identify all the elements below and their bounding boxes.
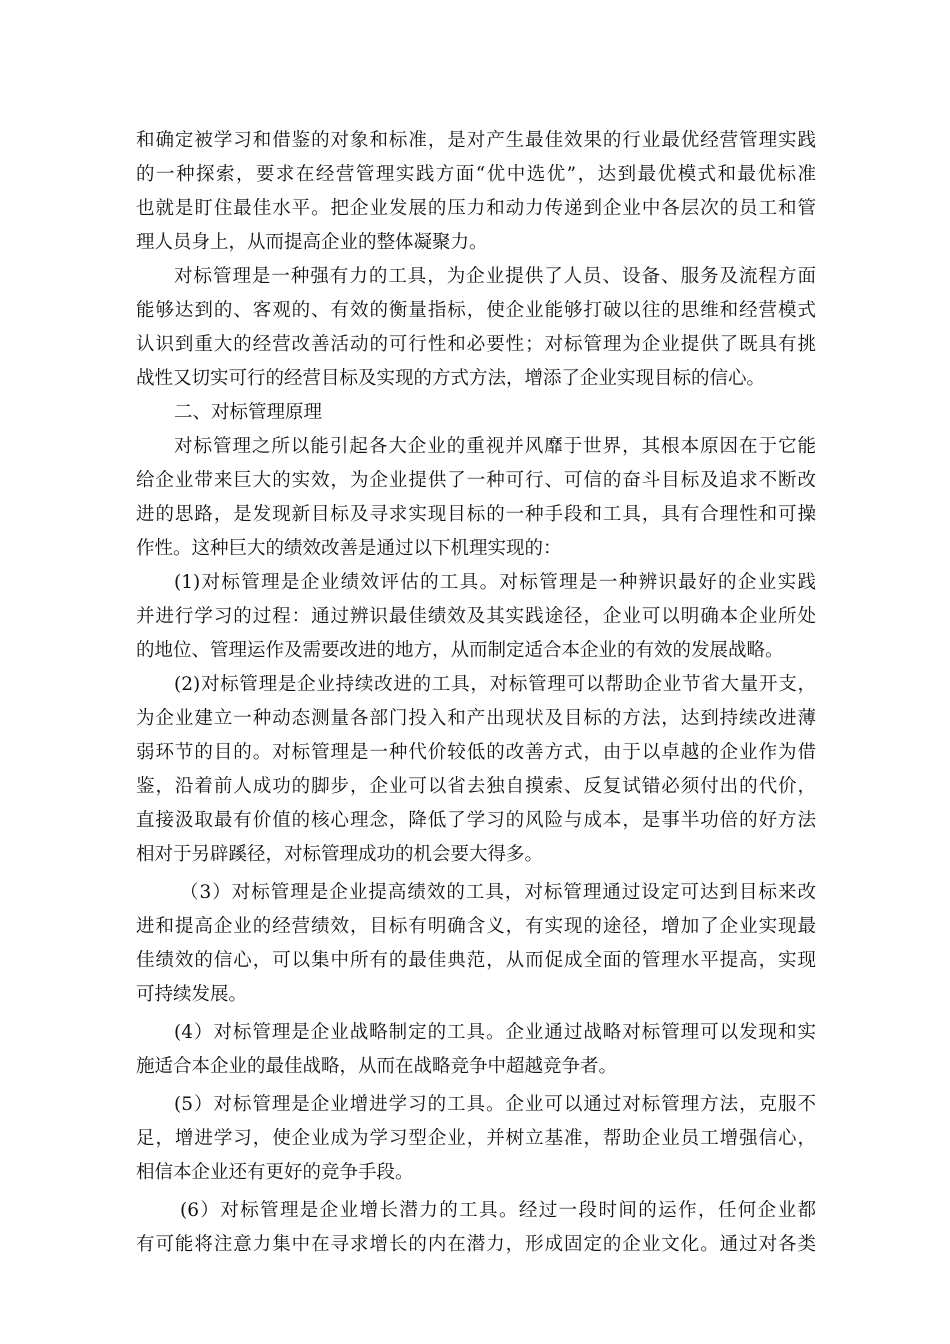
text-line: 为企业建立一种动态测量各部门投入和产出现状及目标的方法，达到持续改进薄 bbox=[136, 708, 816, 729]
text-line: (2)对标管理是企业持续改进的工具，对标管理可以帮助企业节省大量开支， bbox=[174, 674, 816, 695]
text-line: 能够达到的、客观的、有效的衡量指标，使企业能够打破以往的思维和经营模式 bbox=[136, 300, 816, 321]
text-line: 和确定被学习和借鉴的对象和标准，是对产生最佳效果的行业最优经营管理实践 bbox=[136, 130, 816, 151]
text-line: (1)对标管理是企业绩效评估的工具。对标管理是一种辨识最好的企业实践 bbox=[174, 572, 816, 593]
text-line: (5）对标管理是企业增进学习的工具。企业可以通过对标管理方法，克服不 bbox=[174, 1094, 816, 1115]
text-line: 并进行学习的过程：通过辨识最佳绩效及其实践途径，企业可以明确本企业所处 bbox=[136, 606, 816, 627]
text-line: 战性又切实可行的经营目标及实现的方式方法，增添了企业实现目标的信心。 bbox=[136, 368, 766, 389]
text-line: 相对于另辟蹊径，对标管理成功的机会要大得多。 bbox=[136, 844, 544, 865]
text-line: 直接汲取最有价值的核心理念，降低了学习的风险与成本，是事半功倍的好方法 bbox=[136, 810, 816, 831]
text-line: 鉴，沿着前人成功的脚步，企业可以省去独自摸索、反复试错必须付出的代价， bbox=[136, 776, 816, 797]
text-line: 对标管理之所以能引起各大企业的重视并风靡于世界，其根本原因在于它能 bbox=[174, 436, 816, 457]
text-line: 的一种探索，要求在经营管理实践方面“优中选优”，达到最优模式和最优标准 bbox=[136, 164, 816, 185]
text-line: 施适合本企业的最佳战略，从而在战略竞争中超越竞争者。 bbox=[136, 1056, 618, 1077]
text-line: 可持续发展。 bbox=[136, 984, 248, 1005]
text-line: 进和提高企业的经营绩效，目标有明确含义，有实现的途径，增加了企业实现最 bbox=[136, 916, 816, 937]
text-line: 理人员身上，从而提高企业的整体凝聚力。 bbox=[136, 232, 488, 253]
text-line: 也就是盯住最佳水平。把企业发展的压力和动力传递到企业中各层次的员工和管 bbox=[136, 198, 816, 219]
text-line: 给企业带来巨大的实效，为企业提供了一种可行、可信的奋斗目标及追求不断改 bbox=[136, 470, 816, 491]
text-line: 认识到重大的经营改善活动的可行性和必要性；对标管理为企业提供了既具有挑 bbox=[136, 334, 816, 355]
text-line: 的地位、管理运作及需要改进的地方，从而制定适合本企业的有效的发展战略。 bbox=[136, 640, 784, 661]
section-heading: 二、对标管理原理 bbox=[174, 402, 323, 423]
text-line: 进的思路，是发现新目标及寻求实现目标的一种手段和工具，具有合理性和可操 bbox=[136, 504, 816, 525]
text-line: (6）对标管理是企业增长潜力的工具。经过一段时间的运作，任何企业都 bbox=[180, 1200, 816, 1221]
text-line: （3）对标管理是企业提高绩效的工具，对标管理通过设定可达到目标来改 bbox=[180, 882, 816, 903]
text-line: 弱环节的目的。对标管理是一种代价较低的改善方式，由于以卓越的企业作为借 bbox=[136, 742, 816, 763]
document-body bbox=[136, 124, 816, 1262]
text-line: 作性。这种巨大的绩效改善是通过以下机理实现的： bbox=[136, 538, 562, 559]
text-line: 足，增进学习，使企业成为学习型企业，并树立基准，帮助企业员工增强信心， bbox=[136, 1128, 816, 1149]
text-line: 有可能将注意力集中在寻求增长的内在潜力，形成固定的企业文化。通过对各类 bbox=[136, 1234, 816, 1255]
text-line: 佳绩效的信心，可以集中所有的最佳典范，从而促成全面的管理水平提高，实现 bbox=[136, 950, 816, 971]
text-line: 相信本企业还有更好的竞争手段。 bbox=[136, 1162, 414, 1183]
text-line: 对标管理是一种强有力的工具，为企业提供了人员、设备、服务及流程方面 bbox=[174, 266, 816, 287]
text-line: (4）对标管理是企业战略制定的工具。企业通过战略对标管理可以发现和实 bbox=[174, 1022, 816, 1043]
